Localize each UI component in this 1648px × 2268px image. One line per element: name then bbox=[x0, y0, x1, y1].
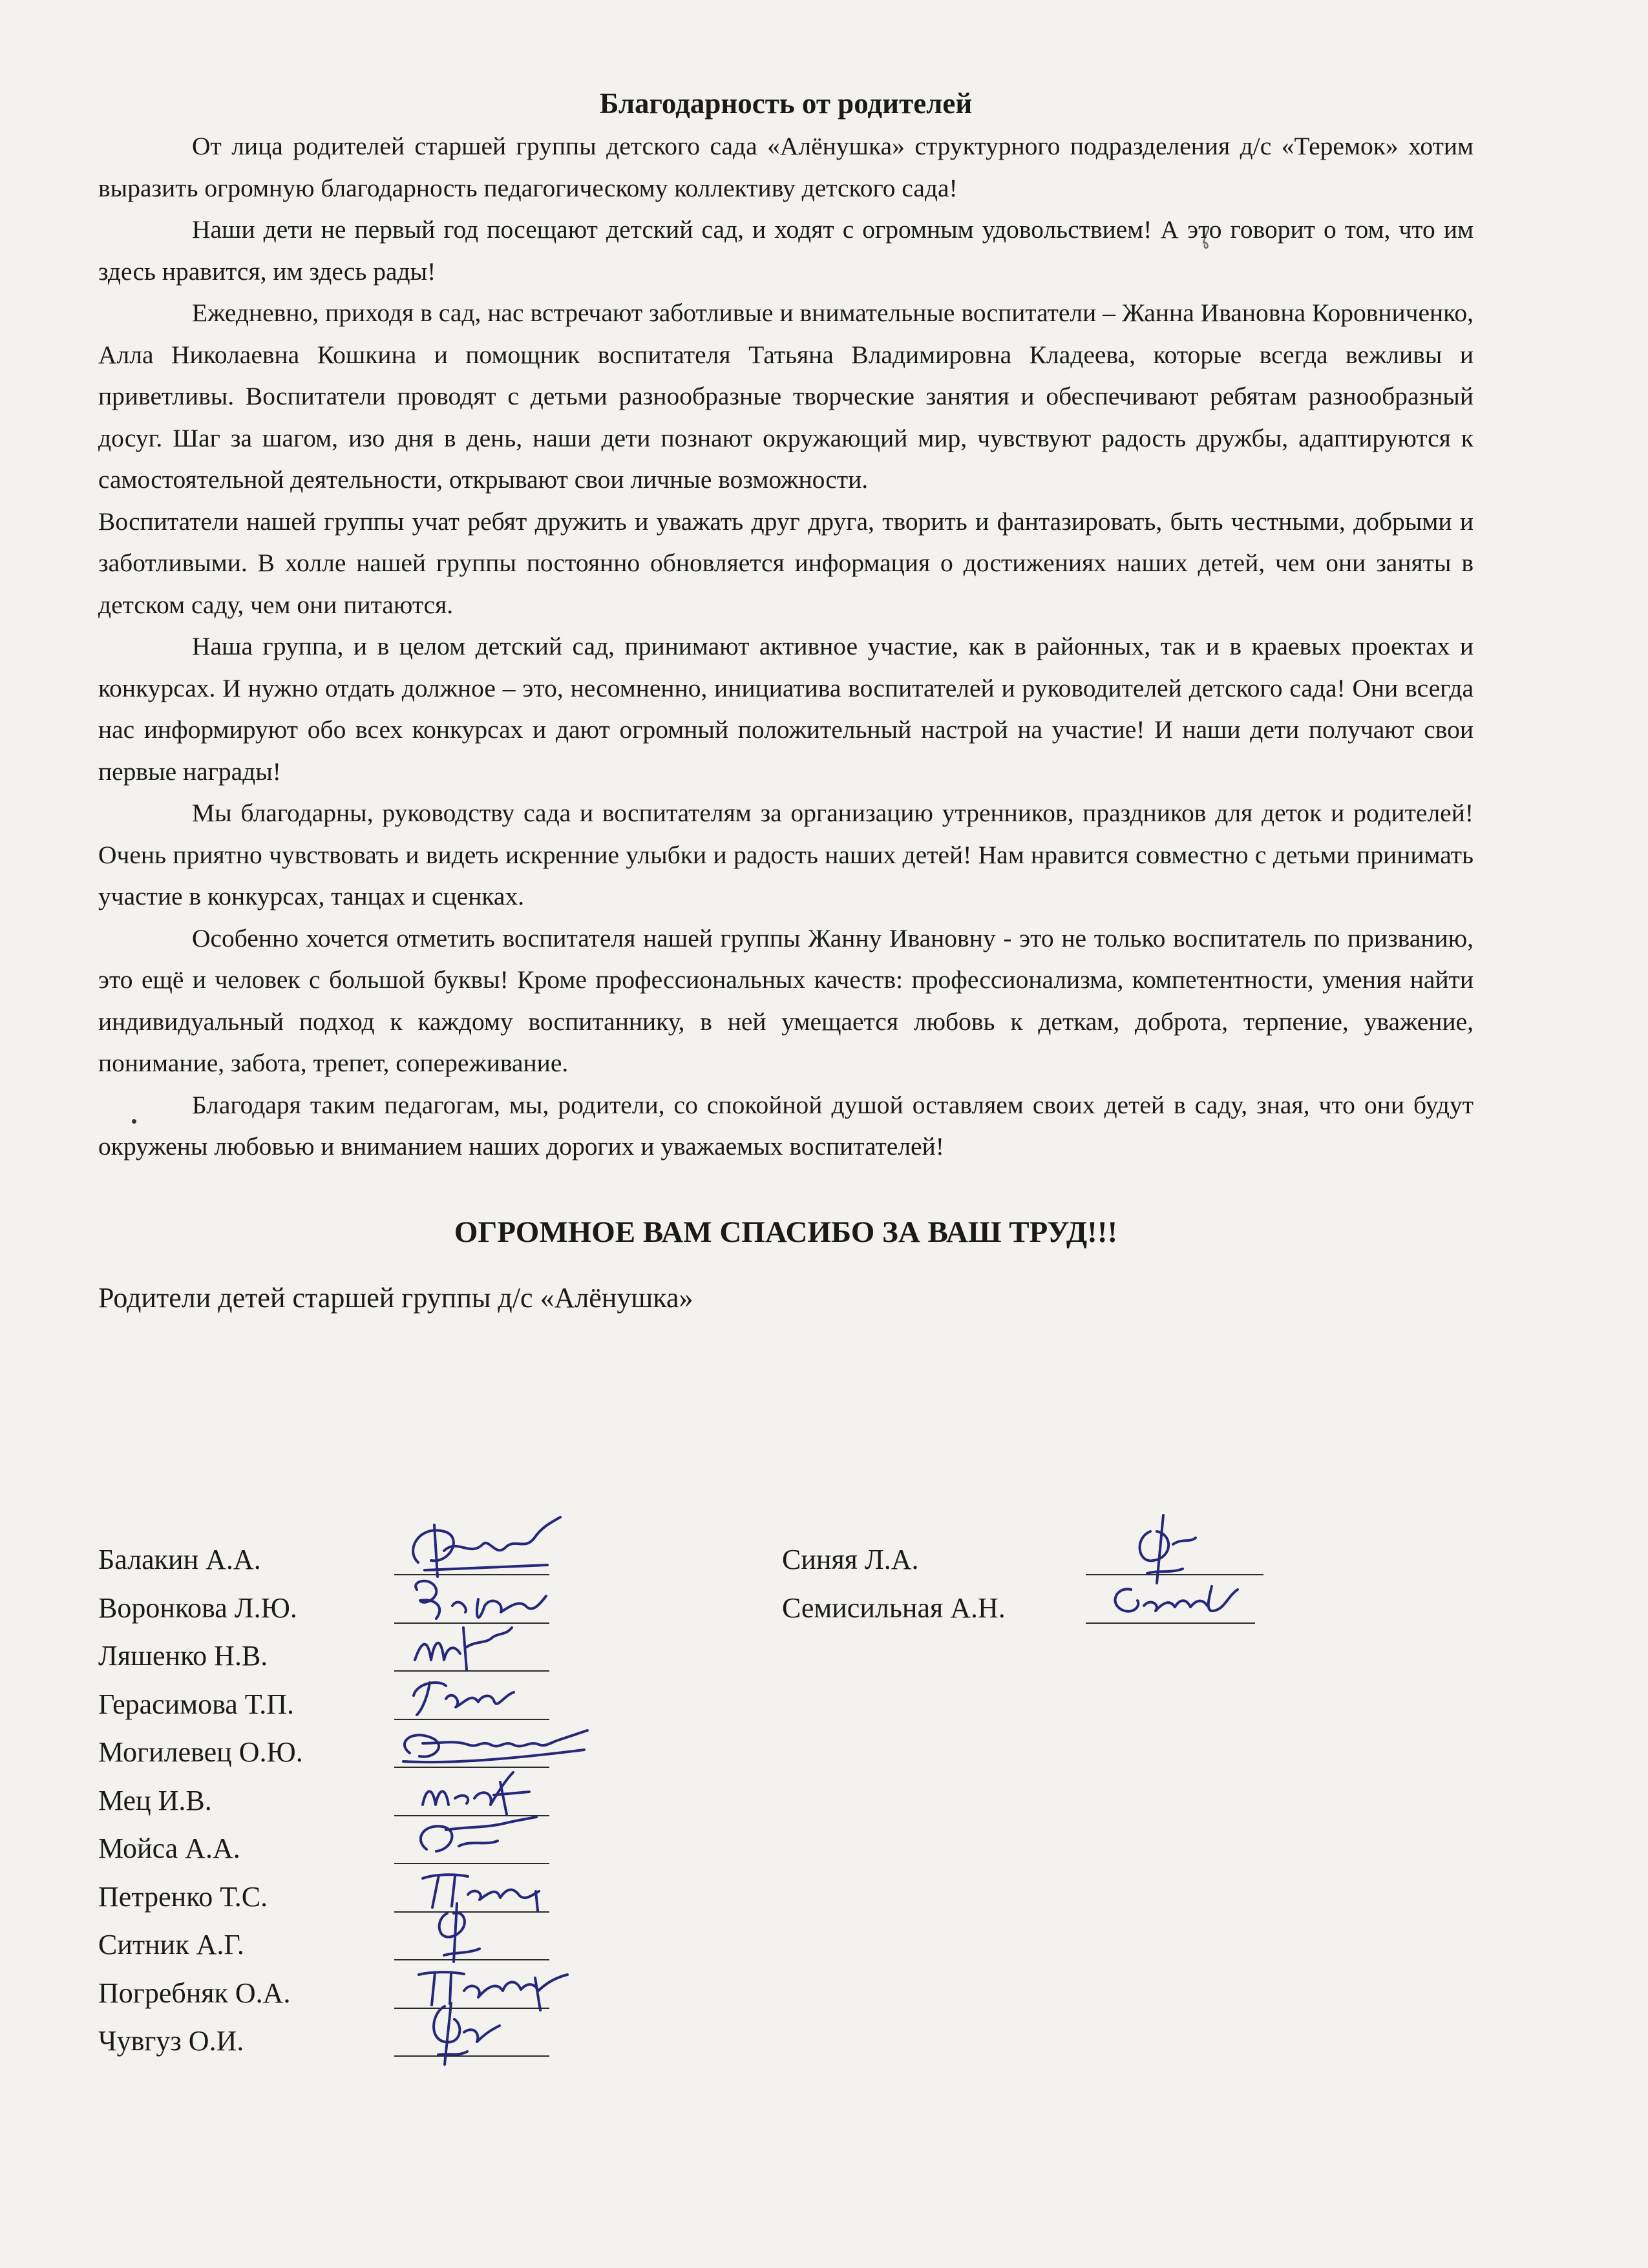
signer-name: Воронкова Л.Ю. bbox=[98, 1591, 297, 1624]
handwritten-signature bbox=[406, 1993, 535, 2083]
paragraph: Особенно хочется отметить воспитателя нашей группы Жанну Ивановну - это не только воспитатель по призванию, это ещё и человек с большой буквы! Кроме профессиональных качеств: профессионализма, компетентности, умения найти индивидуальный подход к каждому воспитаннику, в ней умещается любовь к деткам, доброта, терпение, уважение, понимание, забота, трепет, сопереживание. bbox=[98, 923, 1474, 1077]
signer-name: Семисильная А.Н. bbox=[782, 1591, 1006, 1624]
thank-you-slogan: ОГРОМНОЕ ВАМ СПАСИБО ЗА ВАШ ТРУД!!! bbox=[454, 1215, 1118, 1249]
signed-by-line: Родители детей старшей группы д/с «Алёнушка» bbox=[98, 1281, 693, 1314]
paragraph: Ежедневно, приходя в сад, нас встречают заботливые и внимательные воспитатели – Жанна Ивановна Коровниченко, Алла Николаевна Кошкина и помощник воспитателя Татьяна Владимировна Кладеева, которые всегда вежливы и приветливы. Воспитатели проводят с детьми разнообразные творческие занятия и обеспечивают ребятам разнообразный досуг. Шаг за шагом, изо дня в день, наши дети познают окружающий мир, чувствуют радость дружбы, адаптируются к самостоятельной деятельности, открывают свои личные возможности. bbox=[98, 299, 1474, 494]
paragraph: От лица родителей старшей группы детского сада «Алёнушка» структурного подразделения д/с «Теремок» хотим выразить огромную благодарность педагогическому коллективу детского сада! bbox=[98, 132, 1474, 202]
letter-body bbox=[98, 83, 1474, 1319]
signer-name: Мойса А.А. bbox=[98, 1832, 240, 1864]
paragraph: Благодаря таким педагогам, мы, родители, со спокойной душой оставляем своих детей в саду, зная, что они будут окружены любовью и вниманием наших дорогих и уважаемых воспитателей! bbox=[98, 1090, 1474, 1160]
signer-name: Чувгуз О.И. bbox=[98, 2025, 244, 2057]
signer-name: Балакин А.А. bbox=[98, 1544, 261, 1575]
signer-name: Ляшенко Н.В. bbox=[98, 1640, 268, 1672]
handwritten-signature bbox=[1099, 1560, 1247, 1643]
letter-title: Благодарность от родителей bbox=[599, 87, 973, 120]
signer-name: Герасимова Т.П. bbox=[98, 1688, 295, 1720]
signer-name: Мец И.В. bbox=[98, 1784, 212, 1816]
paragraph: Мы благодарны, руководству сада и воспитателям за организацию утренников, праздников для деток и родителей! Очень приятно чувствовать и видеть искренние улыбки и радость наших детей! Нам нравится совместно с детьми принимать участие в конкурсах, танцах и сценках. bbox=[98, 799, 1474, 910]
signer-name: Петренко Т.С. bbox=[98, 1880, 268, 1913]
paragraph: Воспитатели нашей группы учат ребят дружить и уважать друг друга, творить и фантазировать, быть честными, добрыми и заботливыми. В холле нашей группы постоянно обновляется информация о достижениях наших детей, чем они заняты в детском саду, чем они питаются. bbox=[98, 507, 1474, 619]
signer-name: Погребняк О.А. bbox=[98, 1977, 291, 2009]
signer-name: Ситник А.Г. bbox=[98, 1929, 244, 1960]
paragraph: Наши дети не первый год посещают детский сад, и ходят с огромным удовольствием! А это говорит о том, что им здесь нравится, им здесь рады! bbox=[98, 215, 1474, 286]
signer-name: Могилевец О.Ю. bbox=[98, 1736, 303, 1768]
signer-name: Синяя Л.А. bbox=[782, 1544, 919, 1575]
paragraph: Наша группа, и в целом детский сад, принимают активное участие, как в районных, так и в краевых проектах и конкурсах. И нужно отдать должное – это, несомненно, инициатива воспитателей и руководителей детского сада! Они всегда нас информируют обо всех конкурсах и дают огромный положительный настрой на участие! И наши дети получают свои первые награды! bbox=[98, 632, 1474, 786]
